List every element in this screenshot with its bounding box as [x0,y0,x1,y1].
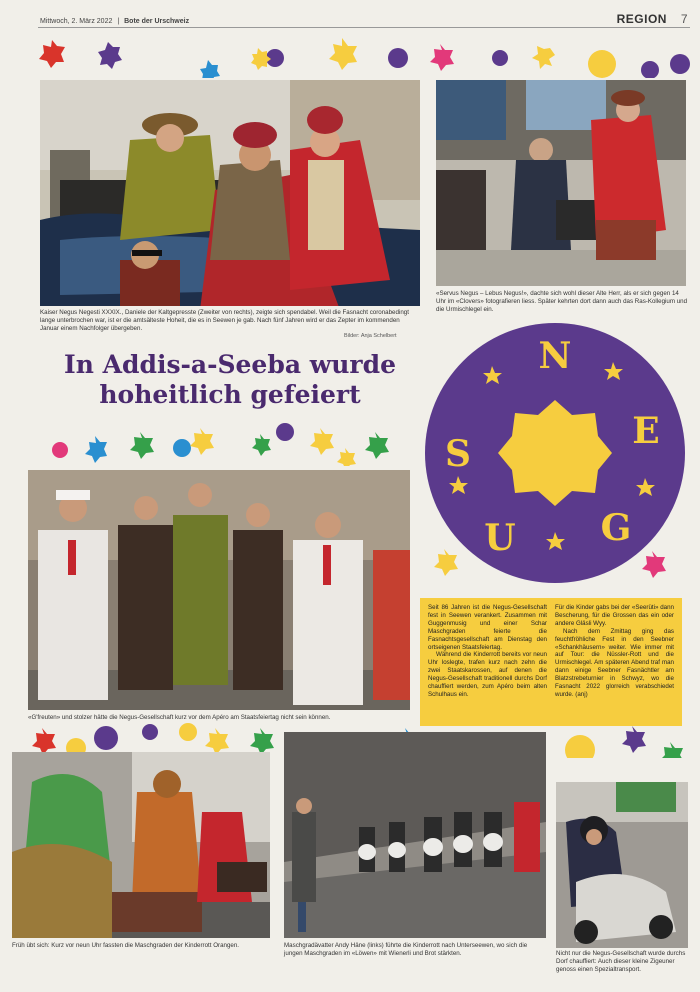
article-paragraph: Seit 86 Jahren ist die Negus-Gesellschaft fest in Seewen verankert. Zusammen mit Guggenmusig und einer Schar Maschgraden feierte die Fasnachtsgesellschaft am Dienstag den ortseigenen Staatsfeiertag. [428,604,547,651]
dateline: Mittwoch, 2. März 2022 [40,18,113,25]
photo-illustration [12,752,270,938]
section-title: REGION [616,12,667,26]
page-number: 7 [680,12,688,26]
caption-top-left: Kaiser Negus Negesti XXXIX., Daniele der Kaltgepresste (Zweiter von rechts), zeigte sich spendabel. Weil die Fasnacht coronabedingt lange unterbrochen war, ist er die amtsälteste Hoheit, die es in Seewen je gab. Nach fünf Jahren wird er das Zepter im kommenden Januar einem Nachfolger übergeben. [40,309,409,332]
photo-negus-gesellschaft-group [28,470,410,710]
article-text-box [420,598,682,726]
page-header-left [40,18,189,25]
confetti-right-mid [420,545,690,595]
photo-illustration [556,782,688,948]
photo-kinderrott-orangen [12,752,270,938]
article-column-1 [428,604,547,720]
emblem-letter-n: N [538,335,572,377]
page-header-right [617,12,688,26]
photo-illustration [28,470,410,710]
article-headline [40,350,420,410]
caption-group: «G'freuten» und stolzer hätte die Negus-Gesellschaft kurz vor dem Apéro am Staatsfeiertag nicht sein können. [28,714,331,721]
photo-kaiser-negus-car [40,80,420,306]
caption-bottom-right: Nicht nur die Negus-Gesellschaft wurde durchs Dorf chauffiert: Auch dieser kleine Zigeuner genoss einen Spezialtransport. [556,950,686,973]
article-paragraph: Nach dem Zmittag ging das feuchtfröhliche Fest in den Seebner «Schankhäusern» weiter. Wie immer mit auf Tour: die Nüssler-Rott und die Urmischlegel. Am späteren Abend traf man dann einige Seebner Fasnächtler am Blatzstrebeturnier in Schwyz, wo die Fasnacht 2022 glorreich verabschiedet wurde. (anj) [555,627,674,698]
photo-illustration [436,80,686,286]
caption-top-right: «Servus Negus – Lebus Negus!», dachte sich wohl dieser Alte Herr, als er sich gegen 14 Uhr im «Clovers» fotografieren liess. Später kehrten dort dann auch das Ras-Kollegium und die Urmischlegel ein. [436,290,688,313]
article-paragraph: Für die Kinder gabs bei der «Seerüti» dann Bescherung, für die Grossen das ein oder andere Gläsli Wyy. [555,604,674,627]
header-rule [38,27,690,28]
confetti-shape [39,38,690,78]
article-column-2 [555,604,674,720]
emblem-letter-s: S [445,433,471,475]
photo-kinderrott-umzug [284,732,546,938]
confetti-top-row [30,34,700,78]
newspaper-name: Bote der Urschweiz [124,18,190,25]
confetti-shape [52,423,389,466]
photo-credit: Bilder: Anja Schelbert [344,333,397,339]
caption-bottom-left: Früh übt sich: Kurz vor neun Uhr fassten die Maschgraden der Kinderrott Orangen. [12,942,239,949]
photo-illustration [40,80,420,306]
emblem-letter-e: E [632,410,660,452]
headline-line-1: In Addis-a-Seeba wurde [64,350,396,379]
emblem-letter-u: U [484,517,516,559]
emblem-letter-g: G [600,507,632,549]
article-paragraph: Während die Kinderrott bereits vor neun Uhr loslegte, trafen kurz nach zehn die zwei Staatskarossen, auf denen die Negus-Gesellschaft traditionell durchs Dorf chauffiert werden, zum Apéro beim alten Schulhaus ein. [428,651,547,698]
photo-illustration [284,732,546,938]
caption-bottom-mid: Maschgradävatter Andy Häne (links) führte die Kinderrott nach Unterseewen, wo sich die jungen Maschgraden im «Löwen» mit Wienerli und Brot stärkten. [284,942,528,957]
confetti-mid-row [40,422,420,466]
emblem-star-shape [498,400,612,506]
header-separator: | [117,18,120,25]
photo-zigeuner-spezialtransport [556,782,688,948]
headline-line-2: hoheitlich gefeiert [99,380,361,409]
photo-alter-herr-clovers [436,80,686,286]
